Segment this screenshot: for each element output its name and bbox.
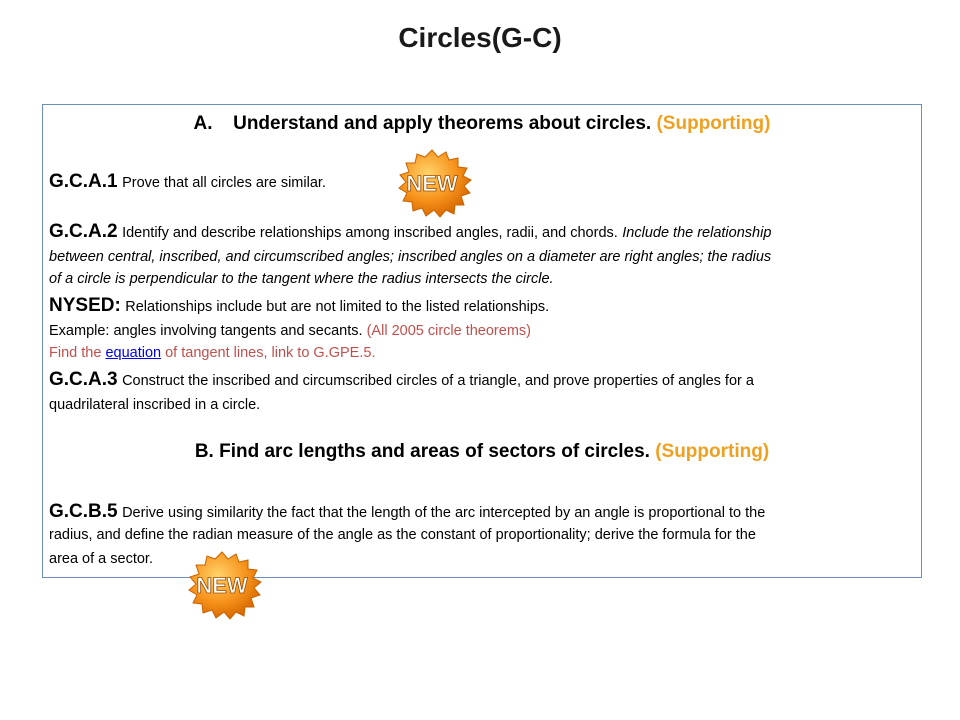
gca3-text-1: Construct the inscribed and circumscribed circles of a triangle, and prove properties of angles for a [122,373,754,389]
section-b-heading [43,441,921,463]
gca3-code: G.C.A.3 [49,369,118,390]
page-title: Circles(G-C) [398,22,562,53]
gca1-code: G.C.A.1 [49,171,118,192]
new-badge-icon [388,148,476,218]
new-badge-label-2: NEW [196,573,248,598]
standard-gca3 [49,369,754,391]
nysed-example [49,323,531,339]
standards-box [42,104,922,578]
gcb5-code: G.C.B.5 [49,501,118,522]
standard-gca2 [49,221,771,243]
section-a-letter: A. [193,113,213,134]
section-a-title: Understand and apply theorems about circles. [233,113,652,134]
standard-gca1 [49,171,326,193]
nysed-note [49,295,549,317]
nysed-find-suffix: of tangent lines, link to G.GPE.5. [165,345,376,361]
gca2-text: Identify and describe relationships among inscribed angles, radii, and chords. [122,225,618,241]
gcb5-text-1: Derive using similarity the fact that the length of the arc intercepted by an angle is proportional to the [122,505,766,521]
nysed-label: NYSED: [49,295,121,316]
equation-link[interactable]: equation [105,345,162,361]
nysed-find-line [49,345,375,361]
section-b-tag: (Supporting) [655,441,770,462]
gca3-text-2: quadrilateral inscribed in a circle. [49,397,261,413]
section-a-tag: (Supporting) [656,113,771,134]
nysed-example-note: (All 2005 circle theorems) [366,323,531,339]
standard-gcb5 [49,501,765,523]
gca2-italic-1: Include the relationship [622,225,772,241]
gcb5-text-2: radius, and define the radian measure of the angle as the constant of proportionality; derive the formula for the [49,527,756,543]
gca2-italic-2: between central, inscribed, and circumscribed angles; inscribed angles on a diameter are right angles; the radius [49,249,772,265]
new-badge-icon-2 [178,550,266,620]
nysed-text: Relationships include but are not limited to the listed relationships. [125,299,550,315]
gca2-code: G.C.A.2 [49,221,118,242]
gca2-italic-3: of a circle is perpendicular to the tangent where the radius intersects the circle. [49,271,554,287]
nysed-example-text: Example: angles involving tangents and secants. [49,323,363,339]
gca1-text: Prove that all circles are similar. [122,175,326,191]
nysed-find-prefix: Find the [49,345,102,361]
section-a-heading [43,113,921,135]
section-b-title: B. Find arc lengths and areas of sectors of circles. [194,441,650,462]
gcb5-text-3: area of a sector. [49,551,153,567]
new-badge-label: NEW [406,171,458,196]
